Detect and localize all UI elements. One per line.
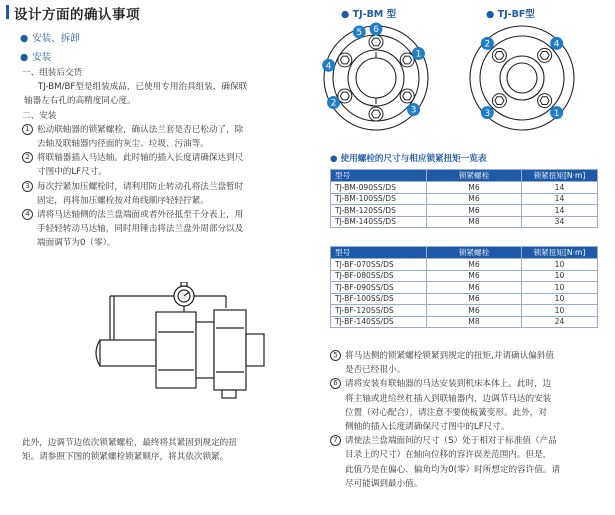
table-header-row	[331, 170, 598, 182]
svg-text:4: 4	[553, 39, 560, 50]
left-bottom-note: 此外，边调节边依次锁紧螺栓，最终将其紧固到规定的扭 矩。请参照下图的锁紧螺栓锁紧顺序，将其依次锁紧。	[22, 438, 237, 463]
diagram-bm-title: ● TJ-BM 型	[341, 9, 397, 20]
page-title: 设计方面的确认事项	[14, 7, 140, 23]
svg-text:2: 2	[484, 39, 491, 50]
bolt-head-icon	[495, 51, 504, 59]
step-4: 4 请将马达轴侧的法兰盘端面或者外径抵至千分表上，用	[22, 208, 312, 222]
col-torque: 锁紧扭矩[N·m]	[522, 170, 598, 182]
tightening-order-marker	[322, 59, 335, 72]
svg-text:3: 3	[410, 105, 417, 116]
torque-table-bf	[330, 246, 598, 328]
bolt-head-icon	[540, 51, 549, 59]
step-7: 7 请使法兰盘端面间的尺寸（S）处于相对于标准值（产品	[330, 434, 610, 448]
bf-bolt-pattern-diagram	[464, 22, 582, 140]
torque-table-title: ● 使用螺栓的尺寸与相应锁紧扭矩一览表	[330, 154, 487, 164]
table-row: TJ-BF-070SS/DS M6 10	[331, 259, 598, 271]
table-row: TJ-BM-100SS/DS M6 14	[331, 193, 598, 205]
col-bolt: 锁紧螺栓	[427, 247, 522, 259]
table-row: TJ-BF-100SS/DS M6 10	[331, 293, 598, 305]
col-model: 型号	[331, 170, 427, 182]
tightening-order-marker	[550, 106, 563, 119]
col-model: 型号	[331, 247, 427, 259]
title-accent-bar	[6, 5, 9, 19]
bolt-head-icon	[495, 97, 504, 105]
bm-bolt-pattern-diagram	[318, 22, 436, 140]
table-row: TJ-BF-090SS/DS M6 10	[331, 282, 598, 294]
bullet-dot-icon: ●	[20, 33, 29, 44]
bullet-dot-icon: ●	[20, 52, 29, 63]
col-torque: 锁紧扭矩[N·m]	[522, 247, 598, 259]
bullet-install-remove: ● 安装、拆卸	[20, 33, 80, 44]
svg-text:1: 1	[415, 49, 422, 60]
svg-text:1: 1	[553, 108, 560, 119]
table-row: TJ-BF-080SS/DS M6 10	[331, 270, 598, 282]
tightening-order-marker	[481, 37, 494, 50]
section-delivery: 一、组装后交货	[22, 68, 83, 78]
svg-text:2: 2	[330, 98, 337, 109]
table-row: TJ-BF-140SS/DS M8 24	[331, 316, 598, 328]
bolt-head-icon	[403, 92, 412, 100]
table-row: TJ-BF-120SS/DS M6 10	[331, 305, 598, 317]
svg-text:4: 4	[325, 61, 332, 72]
right-instructions: 5 将马达侧的锁紧螺栓锁紧到规定的扭矩,并请确认偏斜值 是否已经很小。 6 请将安装有联轴器的马达安装到机床本体上。此时，边 将主轴或进给丝杠插入到联轴器内，边调节马达的安装 位置（对心配合），请注意不要使板簧变形。此外，对 侧轴的插入长度请确保尺寸图中的LF尺寸。 7 请使法兰盘端面间的尺寸（S）处于相对于标准值（产品 目录上的尺寸）在轴向位移的容许误差范围内。但是， 此值乃是在偏心、偏角均为0(零）时所想定的容许值。请 尽可能调到最小值。	[330, 349, 610, 491]
tightening-order-marker	[407, 103, 420, 116]
section-install: 二、安装	[22, 110, 57, 121]
bolt-head-icon	[372, 110, 381, 118]
bolt-head-icon	[340, 92, 349, 100]
svg-text:3: 3	[484, 108, 491, 119]
svg-text:5: 5	[356, 28, 363, 39]
step-2: 2 将联轴器插入马达轴。此时轴的插入长度请确保达到尺	[22, 151, 312, 165]
svg-text:6: 6	[373, 25, 379, 36]
col-bolt: 锁紧螺栓	[427, 170, 522, 182]
dial-gauge-drawing	[88, 282, 288, 400]
tightening-order-marker	[550, 37, 563, 50]
step-1: 1 松动联轴器的锁紧螺栓，确认法兰套是否已松动了，除	[22, 123, 312, 137]
step-3: 3 每次拧紧加压螺栓时，请利用防止转动孔将法兰盘暂时	[22, 180, 312, 194]
bolt-head-icon	[403, 56, 412, 64]
bolt-head-icon	[540, 97, 549, 105]
tightening-order-marker	[412, 47, 425, 60]
tightening-order-marker	[353, 25, 366, 38]
tightening-order-marker	[370, 23, 383, 36]
tightening-order-marker	[481, 106, 494, 119]
table-row: TJ-BM-140SS/DS M8 34	[331, 216, 598, 228]
step-5: 5 将马达侧的锁紧螺栓锁紧到规定的扭矩,并请确认偏斜值	[330, 349, 610, 363]
left-instructions: 一、组装后交货 TJ-BM/BF型是组装成品，已使用专用治具组装，确保联 轴器左右孔的高精度同心度。 二、安装 1 松动联轴器的锁紧螺栓，确认法兰套是否已松动了，除 去轴及联轴器内径面的灰尘、垃圾、污油等。 2 将联轴器插入马达轴。此时轴的插入长度请确保达到尺 寸图中的LF尺寸。 3 每次拧紧加压螺栓时，请利用防止转动孔将法兰盘暂时 固定，再将加压螺栓按对角线顺序轻轻拧紧。 4 请将马达轴侧的法兰盘端面或者外径抵至千分表上，用 手轻轻转动马达轴，同时用锤击将法兰盘外周部分以及 端面调节为0（零）。	[22, 66, 312, 251]
tightening-order-marker	[327, 96, 340, 109]
bolt-head-icon	[340, 56, 349, 64]
bolt-head-icon	[372, 38, 381, 46]
table-header-row	[331, 247, 598, 259]
bullet-install: ● 安装	[20, 52, 52, 63]
diagram-bf-title: ● TJ-BF型	[486, 9, 535, 20]
table-row: TJ-BM-090SS/DS M6 14	[331, 182, 598, 194]
table-row: TJ-BM-120SS/DS M6 14	[331, 205, 598, 217]
torque-table-bm	[330, 169, 598, 228]
step-6: 6 请将安装有联轴器的马达安装到机床本体上。此时，边	[330, 377, 610, 391]
